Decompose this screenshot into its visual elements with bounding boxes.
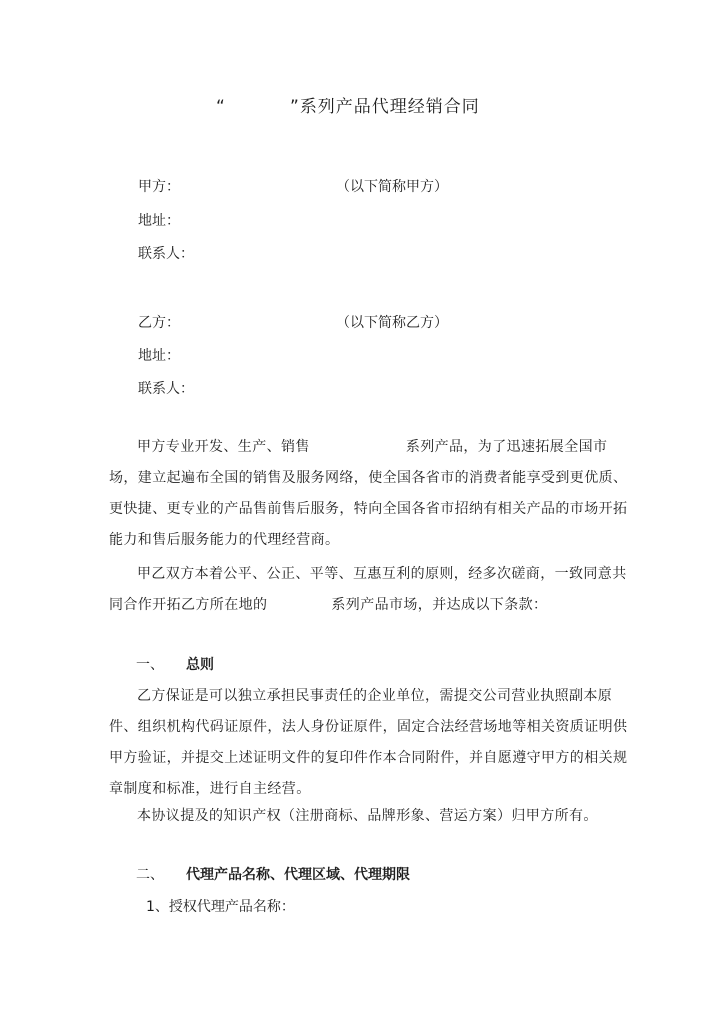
section-1-paragraph-1: 乙方保证是可以独立承担民事责任的企业单位，需提交公司营业执照副本原件、组织机构代码证原件，法人身份证原件，固定合法经营场地等相关资质证明供甲方验证，并提交上述证明文件的复印件作本合同附件，并自愿遵守甲方的相关规章制度和标准，进行自主经营。 <box>109 688 628 797</box>
section-1-title: 总则 <box>186 657 214 673</box>
section-2-item-1: 1、授权代理产品名称： <box>146 899 295 915</box>
title-text: 系列产品代理经销合同 <box>299 97 480 117</box>
intro-p2-part1: 甲乙双方本着公平、公正、平等、互惠互利的原则，经多次磋商，一致同意共同合作开拓乙方所在地的 <box>109 566 627 613</box>
party-b-contact-label: 联系人： <box>138 381 194 397</box>
party-a-label: 甲方： <box>138 179 180 195</box>
party-a-contact-label: 联系人： <box>138 246 194 262</box>
intro-p1-part2: 系列产品，为了迅速拓展全国市场，建立起遍布全国的销售及服务网络，使全国各省市的消费者能享受到更优质、更快捷、更专业的产品售前售后服务，特向全国各省市招纳有相关产品的市场开拓能力和售后服务能力的代理经营商。 <box>109 439 628 548</box>
intro-p1-part1: 甲方专业开发、生产、销售 <box>137 439 310 455</box>
intro-p2-part2: 系列产品市场，并达成以下条款： <box>331 597 548 613</box>
intro-paragraph-1 <box>109 432 629 556</box>
section-1-paragraph-2: 本协议提及的知识产权（注册商标、品牌形象、营运方案）归甲方所有。 <box>137 808 598 824</box>
title-open-quote: “ <box>216 97 226 117</box>
section-2-title: 代理产品名称、代理区域、代理期限 <box>186 867 410 883</box>
title-close-quote: ” <box>290 97 300 117</box>
party-b-label: 乙方： <box>138 315 180 331</box>
section-2-heading <box>136 864 410 884</box>
section-1-number: 一、 <box>136 657 164 673</box>
party-a-address-label: 地址： <box>138 213 180 229</box>
section-2-number: 二、 <box>136 867 164 883</box>
party-b-address-label: 地址： <box>138 348 180 364</box>
document-title <box>216 92 480 117</box>
party-b-short-name-note: （以下简称乙方） <box>336 315 448 331</box>
section-1-heading <box>136 654 214 674</box>
party-a-short-name-note: （以下简称甲方） <box>336 179 448 195</box>
intro-paragraph-2 <box>109 559 629 621</box>
